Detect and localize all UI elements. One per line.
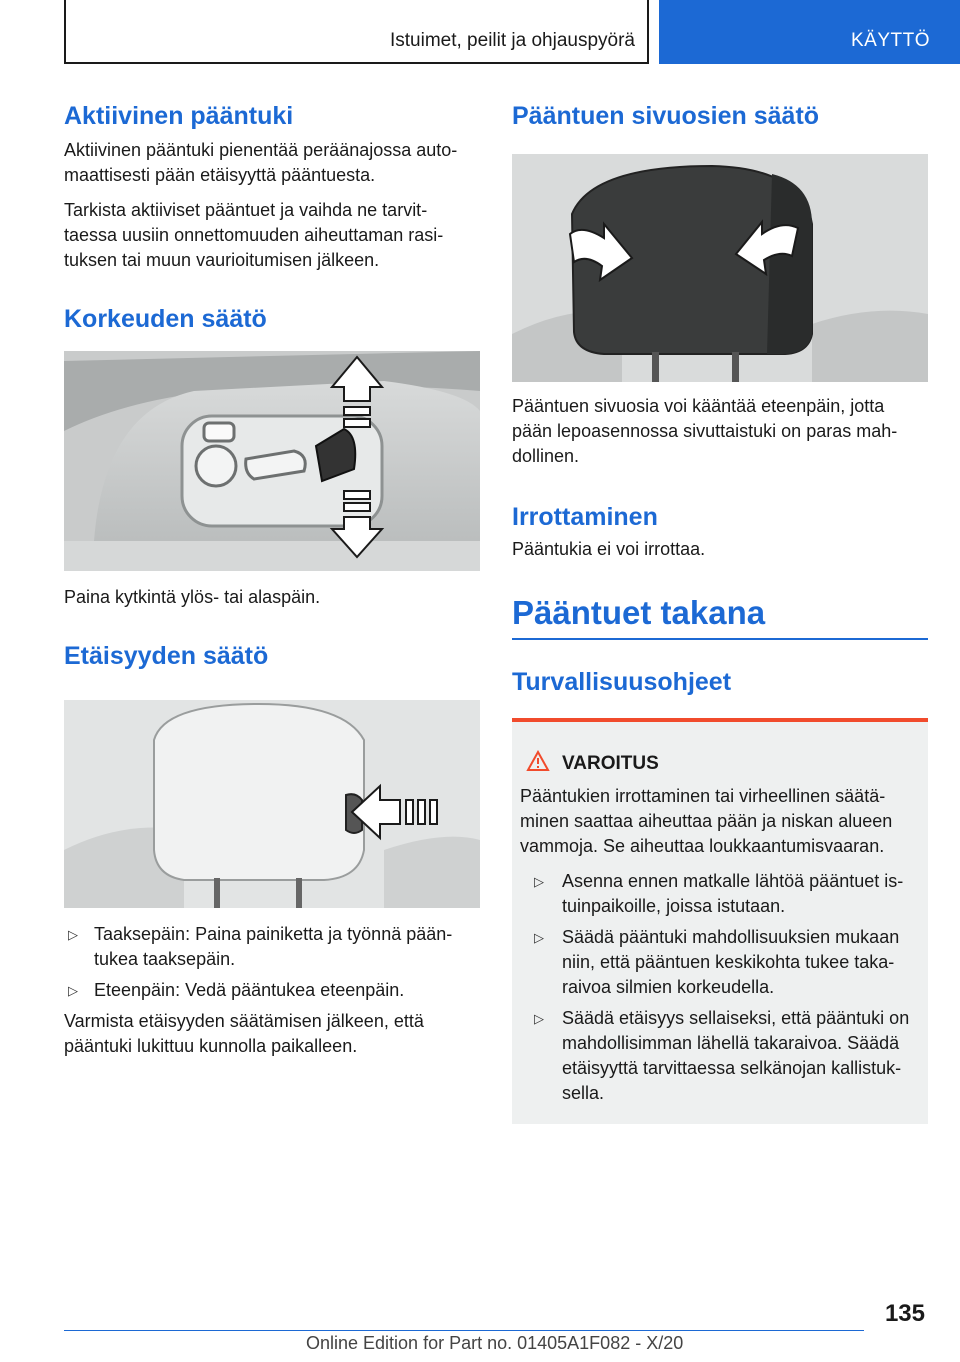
seat-switch-illustration xyxy=(64,351,480,571)
triangle-right-icon: ▷ xyxy=(534,1011,544,1026)
bullet-text: Asenna ennen matkalle lähtöä pääntuet is-tuinpaikoille, joissa istutaan. xyxy=(562,871,904,916)
rear-headrests-heading: Pääntuet takana xyxy=(512,594,766,631)
list-item xyxy=(520,1006,920,1106)
list-item xyxy=(520,925,920,1000)
bullet-text: Säädä pääntuki mahdollisuuksien mukaan niin, että pääntuen keskikohta tukee taka-raivoa silmien korkeudella. xyxy=(562,927,900,997)
active-headrest-text-2: Tarkista aktiiviset pääntuet ja vaihda ne tarvit-taessa uusiin onnettomuuden aiheuttaman rasi-tuksen tai muun vaurioitumisen jälkeen. xyxy=(64,200,444,270)
bullet-text: Eteenpäin: Vedä pääntukea eteenpäin. xyxy=(94,980,405,1000)
safety-heading: Turvallisuusohjeet xyxy=(512,668,732,696)
removal-heading: Irrottaminen xyxy=(512,503,658,531)
list-item xyxy=(64,922,480,972)
active-headrest-heading: Aktiivinen pääntuki xyxy=(64,102,294,130)
header-chapter-box xyxy=(64,0,649,64)
chapter-title: Istuimet, peilit ja ohjauspyörä xyxy=(389,30,635,51)
active-headrest-text-1: Aktiivinen pääntuki pienentää peräänajossa auto-maattisesti pään etäisyyttä pääntuesta. xyxy=(64,140,458,185)
headrest-side-wings-illustration xyxy=(512,154,928,382)
warning-box xyxy=(512,718,928,1124)
bullet-text: Säädä etäisyys sellaiseksi, että pääntuki on mahdollisimman lähellä takaraivoa. Säädä etäisyyttä tarvittaessa selkänojan kallistuk-sella. xyxy=(562,1008,910,1103)
removal-text: Pääntukia ei voi irrottaa. xyxy=(512,539,706,559)
section-title: KÄYTTÖ xyxy=(850,30,930,51)
warning-label: VAROITUS xyxy=(562,753,659,774)
section-rule xyxy=(512,638,928,640)
warning-triangle-icon xyxy=(526,750,550,778)
footer-rule xyxy=(64,1330,864,1331)
edition-note: Online Edition for Part no. 01405A1F082 - X/20 xyxy=(306,1333,684,1353)
list-item xyxy=(64,978,480,1003)
height-adjust-heading: Korkeuden säätö xyxy=(64,305,267,333)
distance-adjust-heading: Etäisyyden säätö xyxy=(64,642,269,670)
page-number: 135 xyxy=(884,1300,925,1327)
headrest-distance-illustration xyxy=(64,700,480,908)
triangle-right-icon: ▷ xyxy=(534,930,544,945)
height-adjust-caption: Paina kytkintä ylös- tai alaspäin. xyxy=(64,587,321,607)
side-adjust-heading: Pääntuen sivuosien säätö xyxy=(512,102,820,130)
right-column xyxy=(512,100,928,1124)
header-section-tab xyxy=(659,0,960,64)
bullet-text: Taaksepäin: Paina painiketta ja työnnä pään-tukea taaksepäin. xyxy=(94,924,453,969)
warning-text: Pääntukien irrottaminen tai virheellinen säätä-minen saattaa aiheuttaa pään ja niskan alueen vammoja. Se aiheuttaa loukkaantumisvaaran. xyxy=(520,786,893,856)
distance-adjust-note: Varmista etäisyyden säätämisen jälkeen, että pääntuki lukittuu kunnolla paikalleen. xyxy=(64,1011,424,1056)
triangle-right-icon: ▷ xyxy=(68,983,78,998)
triangle-right-icon: ▷ xyxy=(68,927,78,942)
page-header xyxy=(0,0,960,66)
left-column xyxy=(64,100,480,1069)
triangle-right-icon: ▷ xyxy=(534,874,544,889)
warning-header xyxy=(526,750,920,778)
list-item xyxy=(520,869,920,919)
side-adjust-caption: Pääntuen sivuosia voi kääntää eteenpäin, jotta pään lepoasennossa sivuttaistuki on paras mah-dollinen. xyxy=(512,396,898,466)
